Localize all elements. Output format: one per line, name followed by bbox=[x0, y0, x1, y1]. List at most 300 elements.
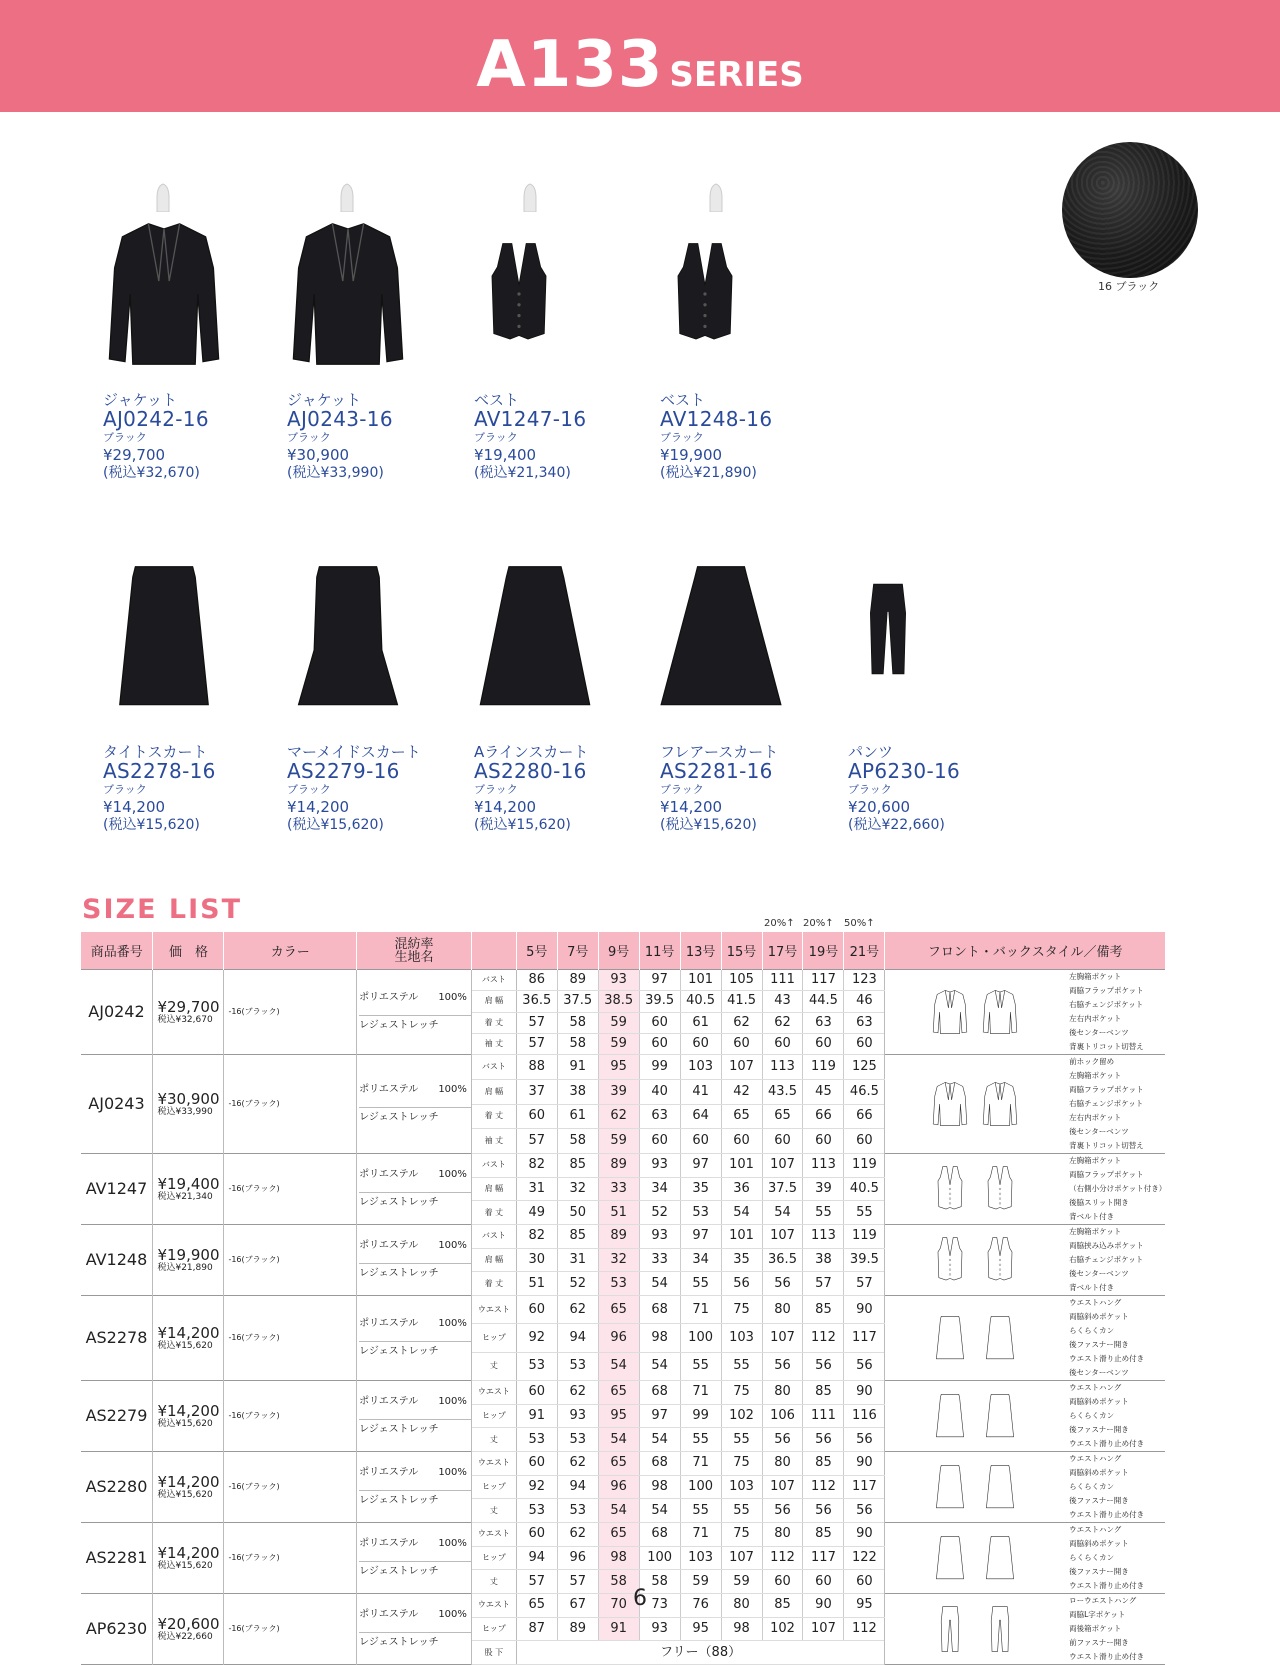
style-notes bbox=[1065, 1296, 1165, 1381]
product-category: タイトスカート bbox=[103, 744, 283, 760]
measure-value: 93 bbox=[639, 1154, 680, 1178]
measure-label: バスト bbox=[471, 1225, 516, 1249]
style-note: 後センターベンツ bbox=[1069, 1267, 1165, 1281]
row-fiber-pct: 100% bbox=[438, 1083, 467, 1097]
style-note: 両後箱ポケット bbox=[1069, 1622, 1165, 1636]
measure-value: 51 bbox=[598, 1201, 639, 1225]
col-material-header-line: 混紡率 bbox=[358, 938, 470, 951]
measure-value: 93 bbox=[557, 1404, 598, 1428]
measure-value: 58 bbox=[557, 1129, 598, 1154]
row-price: ¥14,200 bbox=[157, 1475, 223, 1490]
measure-label: ヒップ bbox=[471, 1546, 516, 1570]
row-code: AJ0242 bbox=[81, 970, 153, 1055]
measure-value: 122 bbox=[844, 1546, 885, 1570]
product-color: ブラック bbox=[848, 782, 1028, 798]
row-code: AS2281 bbox=[81, 1523, 153, 1594]
product-color: ブラック bbox=[660, 782, 840, 798]
measure-value: 62 bbox=[762, 1012, 803, 1033]
measure-value: 91 bbox=[516, 1404, 557, 1428]
product-photo bbox=[848, 534, 1028, 744]
measure-value: 53 bbox=[557, 1352, 598, 1380]
pants-garment-icon bbox=[848, 514, 928, 744]
fabric-swatch-label: 16 ブラック bbox=[1098, 278, 1159, 294]
row-fiber-pct: 100% bbox=[438, 1239, 467, 1253]
measure-value: 60 bbox=[803, 1570, 844, 1594]
measure-value: 60 bbox=[516, 1104, 557, 1129]
measure-value: 30 bbox=[516, 1248, 557, 1272]
style-illustration bbox=[885, 1154, 1065, 1225]
measure-value: 62 bbox=[721, 1012, 762, 1033]
measure-value: 113 bbox=[803, 1154, 844, 1178]
measure-value: 73 bbox=[639, 1594, 680, 1618]
measure-value: 41.5 bbox=[721, 991, 762, 1012]
vest-back-icon bbox=[980, 1165, 1020, 1213]
measure-value: 57 bbox=[803, 1272, 844, 1296]
measure-value: 107 bbox=[721, 1546, 762, 1570]
measure-value: 95 bbox=[598, 1404, 639, 1428]
row-color: -16(ブラック) bbox=[224, 1225, 357, 1296]
col-price-header: 価 格 bbox=[153, 932, 224, 970]
measure-value: 117 bbox=[844, 1324, 885, 1352]
measure-value: 106 bbox=[762, 1404, 803, 1428]
row-fiber-pct: 100% bbox=[438, 1466, 467, 1480]
measure-value: 94 bbox=[557, 1475, 598, 1499]
measure-value: 53 bbox=[557, 1428, 598, 1452]
measure-value: 39 bbox=[598, 1079, 639, 1104]
measure-value: 39.5 bbox=[639, 991, 680, 1012]
jacket-front-icon bbox=[930, 988, 970, 1036]
measure-value: 64 bbox=[680, 1104, 721, 1129]
measure-label: ウエスト bbox=[471, 1452, 516, 1476]
size-21-header: 21号 bbox=[844, 932, 885, 970]
product-code: AS2281-16 bbox=[660, 760, 840, 782]
row-price: ¥19,900 bbox=[157, 1248, 223, 1263]
measure-value: 38.5 bbox=[598, 991, 639, 1012]
measure-value: 55 bbox=[721, 1352, 762, 1380]
jacket-back-icon bbox=[980, 988, 1020, 1036]
table-row bbox=[81, 1523, 1166, 1547]
measure-value: 63 bbox=[844, 1012, 885, 1033]
measure-value: 75 bbox=[721, 1523, 762, 1547]
measure-value: 123 bbox=[844, 970, 885, 991]
style-note: 両脇挟み込みポケット bbox=[1069, 1239, 1165, 1253]
size-19-header: 19号 bbox=[803, 932, 844, 970]
measure-value: 90 bbox=[803, 1594, 844, 1618]
measure-value: 113 bbox=[803, 1225, 844, 1249]
measure-value: 89 bbox=[557, 1617, 598, 1641]
measure-label: バスト bbox=[471, 970, 516, 991]
skirt-back-icon bbox=[980, 1534, 1020, 1582]
product-category: ベスト bbox=[660, 392, 840, 408]
measure-value: 100 bbox=[680, 1475, 721, 1499]
measure-value: 71 bbox=[680, 1296, 721, 1324]
size-5-header: 5号 bbox=[516, 932, 557, 970]
product-category: Aラインスカート bbox=[474, 744, 654, 760]
product-category: ベスト bbox=[474, 392, 654, 408]
measure-value: 53 bbox=[516, 1499, 557, 1523]
row-fiber: ポリエステル bbox=[359, 1239, 418, 1253]
style-note: ウエストハング bbox=[1069, 1523, 1165, 1537]
measure-label: ウエスト bbox=[471, 1594, 516, 1618]
style-illustration bbox=[885, 1452, 1065, 1523]
measure-value: 97 bbox=[639, 1404, 680, 1428]
measure-value: 94 bbox=[516, 1546, 557, 1570]
style-illustration bbox=[885, 1055, 1065, 1154]
row-price-tax: 税込¥33,990 bbox=[157, 1107, 223, 1117]
measure-value: 40 bbox=[639, 1079, 680, 1104]
measure-value: 93 bbox=[598, 970, 639, 991]
measure-value: 75 bbox=[721, 1296, 762, 1324]
jacket-front-icon bbox=[930, 1080, 970, 1128]
measure-value: 101 bbox=[721, 1154, 762, 1178]
measure-value: 44.5 bbox=[803, 991, 844, 1012]
style-note: （右側小分けポケット付き） bbox=[1069, 1182, 1165, 1196]
style-note: 両脇斜めポケット bbox=[1069, 1537, 1165, 1551]
measure-value: 34 bbox=[680, 1248, 721, 1272]
measure-value: 31 bbox=[557, 1248, 598, 1272]
row-code: AP6230 bbox=[81, 1594, 153, 1665]
product-code: AP6230-16 bbox=[848, 760, 1028, 782]
skirt-back-icon bbox=[980, 1392, 1020, 1440]
measure-label: ヒップ bbox=[471, 1617, 516, 1641]
measure-value: 56 bbox=[762, 1352, 803, 1380]
measure-value: 119 bbox=[844, 1225, 885, 1249]
measure-value: 66 bbox=[803, 1104, 844, 1129]
measure-label: 肩 幅 bbox=[471, 1177, 516, 1201]
measure-value: 117 bbox=[803, 970, 844, 991]
measure-value: 35 bbox=[680, 1177, 721, 1201]
measure-value: 55 bbox=[680, 1352, 721, 1380]
col-color-header: カラー bbox=[224, 932, 357, 970]
style-note: 両脇フラップポケット bbox=[1069, 984, 1165, 998]
measure-value: 90 bbox=[844, 1296, 885, 1324]
row-fabric-name: レジェストレッチ bbox=[359, 1341, 471, 1359]
measure-label: 丈 bbox=[471, 1499, 516, 1523]
product-photo bbox=[103, 182, 283, 392]
product-code: AV1248-16 bbox=[660, 408, 840, 430]
measure-value: 71 bbox=[680, 1523, 721, 1547]
style-notes bbox=[1065, 1055, 1165, 1154]
measure-value: 60 bbox=[844, 1570, 885, 1594]
row-price-tax: 税込¥21,340 bbox=[157, 1192, 223, 1202]
measure-value: 119 bbox=[844, 1154, 885, 1178]
measure-value: 60 bbox=[516, 1523, 557, 1547]
measure-value: 34 bbox=[639, 1177, 680, 1201]
measure-value: 56 bbox=[762, 1272, 803, 1296]
measure-value: 58 bbox=[557, 1012, 598, 1033]
measure-value: 52 bbox=[639, 1201, 680, 1225]
product-price-tax: (税込¥15,620) bbox=[474, 816, 654, 834]
product-card bbox=[287, 182, 467, 482]
measure-value: 54 bbox=[721, 1201, 762, 1225]
measure-value: 87 bbox=[516, 1617, 557, 1641]
measure-value: 57 bbox=[516, 1012, 557, 1033]
product-price: ¥30,900 bbox=[287, 446, 467, 464]
row-code: AJ0243 bbox=[81, 1055, 153, 1154]
measure-value: 125 bbox=[844, 1055, 885, 1080]
style-note: ウエスト滑り止め付き bbox=[1069, 1508, 1165, 1522]
measure-value: 68 bbox=[639, 1381, 680, 1405]
skirt-back-icon bbox=[980, 1463, 1020, 1511]
measure-label: ヒップ bbox=[471, 1404, 516, 1428]
style-note: ウエストハング bbox=[1069, 1381, 1165, 1395]
table-row bbox=[81, 1452, 1166, 1476]
style-note: 両脇斜めポケット bbox=[1069, 1310, 1165, 1324]
measure-value: 70 bbox=[598, 1594, 639, 1618]
row-price-tax: 税込¥22,660 bbox=[157, 1632, 223, 1642]
measure-value: 60 bbox=[762, 1033, 803, 1054]
measure-value: 60 bbox=[721, 1129, 762, 1154]
size-7-header: 7号 bbox=[557, 932, 598, 970]
measure-value: 42 bbox=[721, 1079, 762, 1104]
row-price: ¥14,200 bbox=[157, 1404, 223, 1419]
measure-value: 107 bbox=[762, 1154, 803, 1178]
product-price-tax: (税込¥22,660) bbox=[848, 816, 1028, 834]
measure-value: 97 bbox=[680, 1154, 721, 1178]
measure-value: 59 bbox=[680, 1570, 721, 1594]
row-price: ¥14,200 bbox=[157, 1326, 223, 1341]
style-note: 左胸箱ポケット bbox=[1069, 1225, 1165, 1239]
style-note: 右脇チェンジポケット bbox=[1069, 1097, 1165, 1111]
product-price: ¥19,400 bbox=[474, 446, 654, 464]
measure-value: 99 bbox=[680, 1404, 721, 1428]
style-note: ウエスト滑り止め付き bbox=[1069, 1650, 1165, 1664]
measure-label: 丈 bbox=[471, 1428, 516, 1452]
product-color: ブラック bbox=[103, 430, 283, 446]
measure-value: 58 bbox=[557, 1033, 598, 1054]
measure-label: 着 丈 bbox=[471, 1201, 516, 1225]
measure-value: 63 bbox=[803, 1012, 844, 1033]
measure-value: 65 bbox=[762, 1104, 803, 1129]
style-note: 後センターベンツ bbox=[1069, 1026, 1165, 1040]
skirt-front-icon bbox=[930, 1314, 970, 1362]
measure-value: 99 bbox=[639, 1055, 680, 1080]
measure-value: 102 bbox=[721, 1404, 762, 1428]
size-9-header: 9号 bbox=[598, 932, 639, 970]
measure-value: 90 bbox=[844, 1381, 885, 1405]
measure-value: 54 bbox=[639, 1428, 680, 1452]
row-fabric-name: レジェストレッチ bbox=[359, 1490, 471, 1508]
measure-value: 65 bbox=[598, 1296, 639, 1324]
col-code-header: 商品番号 bbox=[81, 932, 153, 970]
measure-value: 66 bbox=[844, 1104, 885, 1129]
jacket-garment-icon bbox=[283, 204, 413, 384]
measure-value: 88 bbox=[516, 1055, 557, 1080]
measure-value: 60 bbox=[721, 1033, 762, 1054]
row-price-tax: 税込¥21,890 bbox=[157, 1263, 223, 1273]
row-color: -16(ブラック) bbox=[224, 1055, 357, 1154]
measure-value: 54 bbox=[598, 1352, 639, 1380]
measure-label: 着 丈 bbox=[471, 1012, 516, 1033]
measure-value: 89 bbox=[557, 970, 598, 991]
measure-value: 55 bbox=[680, 1272, 721, 1296]
row-fabric-name: レジェストレッチ bbox=[359, 1107, 471, 1125]
measure-value: 54 bbox=[639, 1352, 680, 1380]
measure-value: 60 bbox=[639, 1129, 680, 1154]
measure-value: 39.5 bbox=[844, 1248, 885, 1272]
row-price-cell bbox=[153, 1296, 224, 1381]
pants-back-icon bbox=[980, 1605, 1020, 1653]
style-note: 両脇斜めポケット bbox=[1069, 1466, 1165, 1480]
product-card bbox=[103, 534, 283, 834]
measure-value: 32 bbox=[557, 1177, 598, 1201]
product-price-tax: (税込¥21,890) bbox=[660, 464, 840, 482]
measure-value: 37 bbox=[516, 1079, 557, 1104]
row-price-tax: 税込¥15,620 bbox=[157, 1419, 223, 1429]
measure-value: 98 bbox=[598, 1546, 639, 1570]
measure-value: 117 bbox=[803, 1546, 844, 1570]
skirt-front-icon bbox=[930, 1392, 970, 1440]
measure-value: 36.5 bbox=[516, 991, 557, 1012]
measure-value: 55 bbox=[680, 1499, 721, 1523]
product-color: ブラック bbox=[474, 782, 654, 798]
measure-value: 68 bbox=[639, 1296, 680, 1324]
skirt-front-icon bbox=[930, 1463, 970, 1511]
measure-value: 67 bbox=[557, 1594, 598, 1618]
size-markup-note: 50%↑ bbox=[844, 918, 875, 929]
product-code: AS2280-16 bbox=[474, 760, 654, 782]
measure-value: 61 bbox=[680, 1012, 721, 1033]
table-row bbox=[81, 1381, 1166, 1405]
measure-value: 56 bbox=[721, 1272, 762, 1296]
row-fiber-pct: 100% bbox=[438, 1608, 467, 1622]
measure-value: 56 bbox=[762, 1428, 803, 1452]
measure-value: 53 bbox=[516, 1428, 557, 1452]
product-price-tax: (税込¥32,670) bbox=[103, 464, 283, 482]
measure-value: 92 bbox=[516, 1324, 557, 1352]
row-material bbox=[357, 970, 472, 1055]
aline-garment-icon bbox=[470, 542, 600, 732]
measure-value: 107 bbox=[762, 1475, 803, 1499]
row-fiber-pct: 100% bbox=[438, 1168, 467, 1182]
measure-value: 51 bbox=[516, 1272, 557, 1296]
measure-label: ヒップ bbox=[471, 1324, 516, 1352]
measure-value: 103 bbox=[721, 1324, 762, 1352]
measure-label: 着 丈 bbox=[471, 1104, 516, 1129]
row-color: -16(ブラック) bbox=[224, 1296, 357, 1381]
measure-value: 112 bbox=[844, 1617, 885, 1641]
measure-value: 55 bbox=[721, 1428, 762, 1452]
row-fabric-name: レジェストレッチ bbox=[359, 1632, 471, 1650]
measure-value: 85 bbox=[803, 1381, 844, 1405]
measure-value: 85 bbox=[557, 1225, 598, 1249]
style-note: ウエストハング bbox=[1069, 1296, 1165, 1310]
product-price: ¥14,200 bbox=[103, 798, 283, 816]
product-photo bbox=[474, 182, 654, 392]
measure-value: 36.5 bbox=[762, 1248, 803, 1272]
measure-value: 55 bbox=[721, 1499, 762, 1523]
series-title bbox=[476, 28, 803, 102]
measure-label: 袖 丈 bbox=[471, 1033, 516, 1054]
product-code: AS2279-16 bbox=[287, 760, 467, 782]
row-code: AV1248 bbox=[81, 1225, 153, 1296]
style-notes bbox=[1065, 970, 1165, 1055]
col-material-header bbox=[357, 932, 472, 970]
measure-value: 35 bbox=[721, 1248, 762, 1272]
measure-value: 75 bbox=[721, 1452, 762, 1476]
measure-value: 57 bbox=[557, 1570, 598, 1594]
measure-value: 60 bbox=[639, 1033, 680, 1054]
style-notes bbox=[1065, 1154, 1165, 1225]
product-category: パンツ bbox=[848, 744, 1028, 760]
product-price: ¥29,700 bbox=[103, 446, 283, 464]
row-fiber-pct: 100% bbox=[438, 1395, 467, 1409]
row-price-cell bbox=[153, 1225, 224, 1296]
product-color: ブラック bbox=[103, 782, 283, 798]
measure-value: 59 bbox=[721, 1570, 762, 1594]
measure-value: 80 bbox=[762, 1452, 803, 1476]
row-price-cell bbox=[153, 1381, 224, 1452]
measure-value: 60 bbox=[844, 1033, 885, 1054]
product-price-tax: (税込¥15,620) bbox=[287, 816, 467, 834]
measure-value: 112 bbox=[762, 1546, 803, 1570]
measure-value: 116 bbox=[844, 1404, 885, 1428]
row-fiber: ポリエステル bbox=[359, 1395, 418, 1409]
measure-value: 93 bbox=[639, 1225, 680, 1249]
product-code: AV1247-16 bbox=[474, 408, 654, 430]
product-card bbox=[474, 182, 654, 482]
row-color: -16(ブラック) bbox=[224, 1452, 357, 1523]
measure-value: 59 bbox=[598, 1129, 639, 1154]
measure-value: 53 bbox=[598, 1272, 639, 1296]
measure-value: 97 bbox=[680, 1225, 721, 1249]
mermaid-garment-icon bbox=[283, 542, 413, 732]
measure-value: 85 bbox=[762, 1594, 803, 1618]
measure-value: 60 bbox=[762, 1129, 803, 1154]
measure-value: 85 bbox=[803, 1296, 844, 1324]
product-color: ブラック bbox=[660, 430, 840, 446]
style-illustration bbox=[885, 1225, 1065, 1296]
row-fiber: ポリエステル bbox=[359, 991, 418, 1005]
measure-value: 60 bbox=[516, 1452, 557, 1476]
row-material bbox=[357, 1296, 472, 1381]
product-category: ジャケット bbox=[103, 392, 283, 408]
measure-value: 53 bbox=[516, 1352, 557, 1380]
product-price-tax: (税込¥15,620) bbox=[660, 816, 840, 834]
measure-value: 60 bbox=[803, 1129, 844, 1154]
measure-value: 43.5 bbox=[762, 1079, 803, 1104]
measure-value: 40.5 bbox=[844, 1177, 885, 1201]
measure-value: 54 bbox=[598, 1428, 639, 1452]
measure-value: 92 bbox=[516, 1475, 557, 1499]
style-illustration bbox=[885, 970, 1065, 1055]
measure-label: 肩 幅 bbox=[471, 1248, 516, 1272]
style-illustration bbox=[885, 1381, 1065, 1452]
measure-value: 36 bbox=[721, 1177, 762, 1201]
style-note: 後ファスナー開き bbox=[1069, 1494, 1165, 1508]
style-note: らくらくカン bbox=[1069, 1324, 1165, 1338]
measure-value: 94 bbox=[557, 1324, 598, 1352]
row-price: ¥14,200 bbox=[157, 1546, 223, 1561]
row-material bbox=[357, 1523, 472, 1594]
row-fiber-pct: 100% bbox=[438, 991, 467, 1005]
measure-value: 57 bbox=[516, 1033, 557, 1054]
measure-value: 98 bbox=[639, 1475, 680, 1499]
style-note: 背裏トリコット切替え bbox=[1069, 1040, 1165, 1054]
style-note: 両脇L字ポケット bbox=[1069, 1608, 1165, 1622]
measure-value: 57 bbox=[516, 1129, 557, 1154]
style-note: らくらくカン bbox=[1069, 1480, 1165, 1494]
measure-value: 95 bbox=[680, 1617, 721, 1641]
size-list-title: SIZE LIST bbox=[82, 894, 242, 925]
row-material bbox=[357, 1452, 472, 1523]
style-note: 後脇スリット開き bbox=[1069, 1196, 1165, 1210]
measure-value: 103 bbox=[721, 1475, 762, 1499]
product-price: ¥19,900 bbox=[660, 446, 840, 464]
measure-value: 56 bbox=[803, 1352, 844, 1380]
style-note: 背ベルト付き bbox=[1069, 1210, 1165, 1224]
row-fiber: ポリエステル bbox=[359, 1317, 418, 1331]
